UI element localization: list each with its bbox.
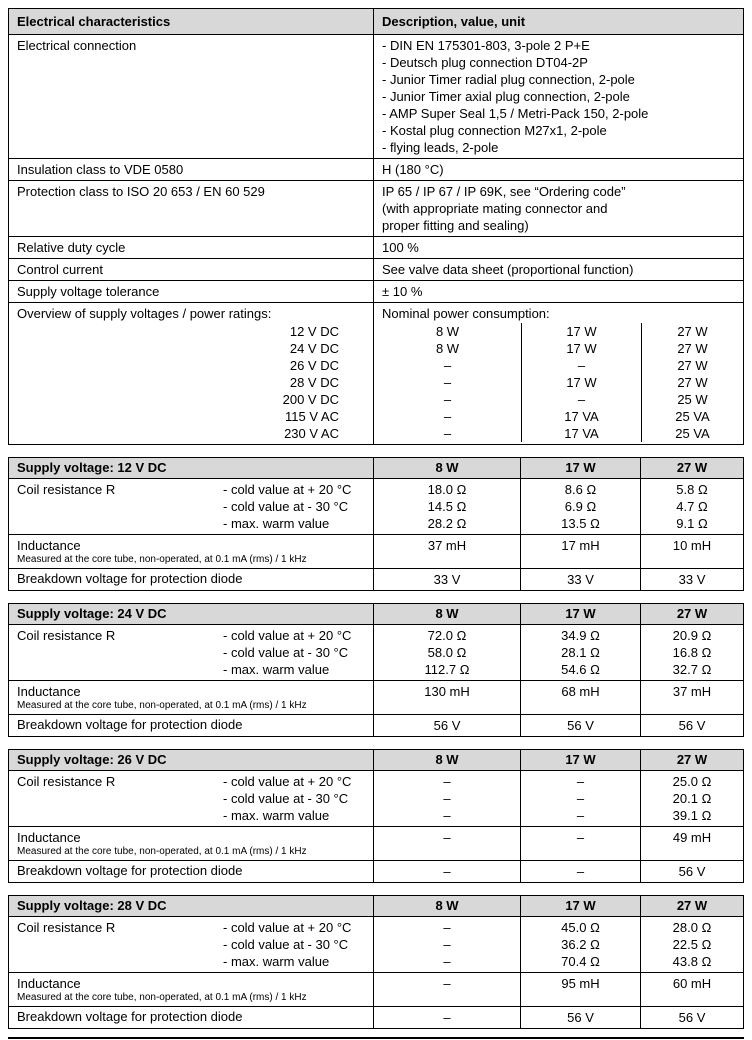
- breakdown-value: 56 V: [374, 715, 521, 736]
- supply-voltage-block: [8, 895, 744, 1029]
- coil-sublabel: - max. warm value: [223, 516, 330, 531]
- characteristic-value: [374, 181, 743, 236]
- overview-voltage: 12 V DC: [289, 324, 339, 339]
- inductance-row: [9, 681, 743, 715]
- coil-sublabel: - cold value at - 30 °C: [223, 499, 349, 514]
- connection-option: - DIN EN 175301-803, 3-pole 2 P+E: [382, 38, 590, 53]
- watt-header: 17 W: [521, 750, 641, 770]
- inductance-left-cell: [9, 827, 374, 860]
- characteristic-value: ± 10 %: [382, 284, 423, 299]
- breakdown-value: 56 V: [521, 1007, 641, 1028]
- characteristic-value: [374, 35, 743, 158]
- coil-value: 58.0 Ω: [427, 645, 467, 660]
- connection-option: - Deutsch plug connection DT04-2P: [382, 55, 588, 70]
- coil-value-column: [641, 917, 743, 972]
- watt-header: 27 W: [676, 752, 708, 767]
- characteristic-row: [9, 181, 743, 237]
- coil-value: 28.2 Ω: [427, 516, 467, 531]
- watt-header: 17 W: [521, 896, 641, 916]
- characteristic-value: H (180 °C): [382, 162, 444, 177]
- breakdown-row: [9, 861, 743, 882]
- inductance-note: Measured at the core tube, non-operated, at 0.1 mA (rms) / 1 kHz: [17, 846, 307, 857]
- coil-left-cell: [9, 917, 374, 972]
- inductance-note: Measured at the core tube, non-operated, at 0.1 mA (rms) / 1 kHz: [17, 554, 307, 565]
- coil-resistance-row: [9, 771, 743, 827]
- inductance-left-cell: [9, 973, 374, 1006]
- inductance-label: Inductance: [17, 684, 81, 699]
- coil-sublabel: - max. warm value: [223, 662, 330, 677]
- coil-value-column: [521, 771, 641, 826]
- coil-value: 34.9 Ω: [561, 628, 600, 643]
- coil-value: 39.1 Ω: [672, 808, 712, 823]
- breakdown-row: [9, 569, 743, 590]
- breakdown-label: Breakdown voltage for protection diode: [9, 861, 374, 882]
- overview-power-value: 25 VA: [641, 408, 743, 425]
- overview-power-value: 8 W: [435, 341, 460, 356]
- value-line: proper fitting and sealing): [382, 218, 529, 233]
- characteristic-row: [9, 281, 743, 303]
- characteristic-label: Electrical connection: [9, 35, 374, 158]
- watt-header: 8 W: [374, 750, 521, 770]
- overview-power-value: –: [521, 357, 641, 374]
- coil-value: 36.2 Ω: [561, 937, 600, 952]
- coil-value-column: [641, 771, 743, 826]
- breakdown-value: 33 V: [521, 569, 641, 590]
- overview-power-value: 17 W: [521, 374, 641, 391]
- characteristic-row: [9, 159, 743, 181]
- characteristic-label: Protection class to ISO 20 653 / EN 60 529: [9, 181, 374, 236]
- coil-value: 8.6 Ω: [564, 482, 597, 497]
- coil-value: –: [443, 954, 451, 969]
- overview-power-value: –: [443, 426, 452, 441]
- coil-value: 22.5 Ω: [672, 937, 712, 952]
- overview-section: [9, 303, 743, 444]
- coil-value: 6.9 Ω: [564, 499, 597, 514]
- coil-sublabel: - max. warm value: [223, 808, 330, 823]
- bottom-rule: [8, 1037, 744, 1039]
- overview-power-row: [374, 323, 743, 340]
- inductance-row: [9, 973, 743, 1007]
- overview-voltage: 26 V DC: [289, 358, 339, 373]
- overview-power-value: 17 W: [521, 340, 641, 357]
- connection-option: - AMP Super Seal 1,5 / Metri-Pack 150, 2-pole: [382, 106, 649, 121]
- overview-power-grid: [374, 323, 743, 442]
- inductance-value: 95 mH: [521, 973, 641, 1006]
- breakdown-row: [9, 1007, 743, 1028]
- watt-header: 8 W: [374, 458, 521, 478]
- coil-value: 43.8 Ω: [672, 954, 712, 969]
- overview-power-value: 17 W: [521, 323, 641, 340]
- coil-value: –: [443, 937, 451, 952]
- breakdown-value: 56 V: [678, 718, 706, 733]
- coil-value: –: [576, 774, 585, 789]
- overview-power-value: 27 W: [641, 340, 743, 357]
- coil-value: 4.7 Ω: [676, 499, 708, 514]
- overview-power-value: 27 W: [641, 323, 743, 340]
- characteristic-value: See valve data sheet (proportional function): [382, 262, 634, 277]
- overview-right-cell: [374, 303, 743, 444]
- breakdown-value: 33 V: [374, 569, 521, 590]
- coil-value: 32.7 Ω: [672, 662, 712, 677]
- coil-value: 70.4 Ω: [561, 954, 600, 969]
- characteristic-label: Relative duty cycle: [9, 237, 374, 258]
- inductance-left-cell: [9, 681, 374, 714]
- coil-sublabel: - cold value at + 20 °C: [223, 920, 352, 935]
- inductance-value: 10 mH: [672, 538, 712, 553]
- nominal-power-consumption-label: Nominal power consumption:: [382, 306, 550, 321]
- coil-value-column: [641, 479, 743, 534]
- overview-voltage: 24 V DC: [289, 341, 339, 356]
- characteristic-label: Control current: [9, 259, 374, 280]
- block-header-row: [9, 750, 743, 771]
- supply-voltage-block: [8, 603, 744, 737]
- overview-voltage: 200 V DC: [282, 392, 339, 407]
- coil-sublabel: - max. warm value: [223, 954, 330, 969]
- overview-voltage: 28 V DC: [289, 375, 339, 390]
- coil-value: 5.8 Ω: [676, 482, 708, 497]
- coil-resistance-label: Coil resistance R: [17, 774, 116, 789]
- coil-value: –: [443, 808, 451, 823]
- coil-value: 9.1 Ω: [676, 516, 708, 531]
- breakdown-value: –: [374, 861, 521, 882]
- breakdown-value: 56 V: [678, 864, 706, 879]
- coil-resistance-row: [9, 917, 743, 973]
- block-title: Supply voltage: 28 V DC: [9, 896, 374, 916]
- inductance-value: –: [374, 973, 521, 1006]
- breakdown-label: Breakdown voltage for protection diode: [9, 1007, 374, 1028]
- block-title: Supply voltage: 24 V DC: [9, 604, 374, 624]
- characteristic-row: [9, 237, 743, 259]
- overview-power-row: [374, 340, 743, 357]
- coil-value: –: [443, 920, 451, 935]
- coil-value-column: [521, 625, 641, 680]
- block-header-row: [9, 896, 743, 917]
- inductance-value: 17 mH: [521, 535, 641, 568]
- watt-header: 27 W: [676, 460, 708, 475]
- inductance-note: Measured at the core tube, non-operated, at 0.1 mA (rms) / 1 kHz: [17, 700, 307, 711]
- overview-voltage: 115 V AC: [285, 409, 339, 424]
- table-header-row: [9, 9, 743, 35]
- coil-sublabel: - cold value at + 20 °C: [223, 482, 352, 497]
- coil-resistance-label: Coil resistance R: [17, 482, 116, 497]
- inductance-value: 68 mH: [521, 681, 641, 714]
- characteristic-label: Supply voltage tolerance: [9, 281, 374, 302]
- coil-value-column: [521, 479, 641, 534]
- coil-resistance-row: [9, 625, 743, 681]
- coil-value: 112.7 Ω: [424, 662, 470, 677]
- breakdown-value: –: [374, 1007, 521, 1028]
- supply-voltage-block: [8, 457, 744, 591]
- coil-sublabels: [223, 481, 365, 532]
- overview-power-value: 25 VA: [641, 425, 743, 442]
- coil-left-cell: [9, 771, 374, 826]
- breakdown-label: Breakdown voltage for protection diode: [9, 569, 374, 590]
- characteristic-rows: [9, 35, 743, 303]
- coil-resistance-row: [9, 479, 743, 535]
- breakdown-value: 56 V: [678, 1010, 706, 1025]
- header-electrical-characteristics: Electrical characteristics: [9, 9, 374, 34]
- coil-resistance-label: Coil resistance R: [17, 628, 116, 643]
- characteristic-row: [9, 259, 743, 281]
- coil-sublabel: - cold value at - 30 °C: [223, 645, 349, 660]
- characteristic-value: 100 %: [382, 240, 419, 255]
- inductance-row: [9, 827, 743, 861]
- inductance-label: Inductance: [17, 976, 81, 991]
- inductance-value: 60 mH: [672, 976, 712, 991]
- coil-value: 13.5 Ω: [561, 516, 600, 531]
- inductance-label: Inductance: [17, 538, 81, 553]
- watt-header: 27 W: [676, 606, 708, 621]
- coil-sublabel: - cold value at + 20 °C: [223, 774, 352, 789]
- coil-value: 28.1 Ω: [561, 645, 600, 660]
- coil-value-column: [374, 917, 521, 972]
- coil-value-column: [374, 771, 521, 826]
- overview-power-row: [374, 357, 743, 374]
- inductance-value: 130 mH: [374, 681, 521, 714]
- overview-power-value: –: [521, 391, 641, 408]
- inductance-label: Inductance: [17, 830, 81, 845]
- watt-header: 8 W: [374, 896, 521, 916]
- electrical-characteristics-table: [8, 8, 744, 445]
- inductance-left-cell: [9, 535, 374, 568]
- coil-value-column: [521, 917, 641, 972]
- coil-value: –: [576, 808, 585, 823]
- inductance-note: Measured at the core tube, non-operated, at 0.1 mA (rms) / 1 kHz: [17, 992, 307, 1003]
- breakdown-row: [9, 715, 743, 736]
- block-header-row: [9, 604, 743, 625]
- characteristic-label: Insulation class to VDE 0580: [9, 159, 374, 180]
- coil-value-column: [374, 479, 521, 534]
- watt-header: 27 W: [676, 898, 708, 913]
- coil-resistance-label: Coil resistance R: [17, 920, 116, 935]
- overview-power-value: 8 W: [435, 324, 460, 339]
- coil-sublabels: [223, 919, 365, 970]
- breakdown-value: 56 V: [521, 715, 641, 736]
- overview-power-value: 27 W: [641, 374, 743, 391]
- overview-power-row: [374, 425, 743, 442]
- connection-option: - Junior Timer axial plug connection, 2-pole: [382, 89, 630, 104]
- coil-value-column: [374, 625, 521, 680]
- inductance-value: –: [521, 827, 641, 860]
- overview-power-row: [374, 391, 743, 408]
- watt-header: 17 W: [521, 604, 641, 624]
- coil-value-column: [641, 625, 743, 680]
- coil-value: 54.6 Ω: [561, 662, 600, 677]
- inductance-value: –: [374, 827, 521, 860]
- coil-value: –: [576, 791, 585, 806]
- coil-sublabel: - cold value at + 20 °C: [223, 628, 352, 643]
- coil-sublabels: [223, 773, 365, 824]
- overview-power-row: [374, 374, 743, 391]
- inductance-value: 37 mH: [374, 535, 521, 568]
- coil-value: 25.0 Ω: [672, 774, 712, 789]
- breakdown-label: Breakdown voltage for protection diode: [9, 715, 374, 736]
- coil-value: 14.5 Ω: [427, 499, 467, 514]
- coil-value: 16.8 Ω: [672, 645, 712, 660]
- overview-power-value: 27 W: [641, 357, 743, 374]
- inductance-value: 49 mH: [672, 830, 712, 845]
- coil-sublabel: - cold value at - 30 °C: [223, 937, 349, 952]
- inductance-row: [9, 535, 743, 569]
- overview-power-value: –: [443, 409, 452, 424]
- coil-left-cell: [9, 479, 374, 534]
- value-line: IP 65 / IP 67 / IP 69K, see “Ordering code”: [382, 184, 626, 199]
- coil-sublabel: - cold value at - 30 °C: [223, 791, 349, 806]
- coil-value: 18.0 Ω: [427, 482, 467, 497]
- overview-power-value: –: [443, 392, 452, 407]
- characteristic-row: [9, 35, 743, 159]
- overview-power-row: [374, 408, 743, 425]
- connection-option: - flying leads, 2-pole: [382, 140, 499, 155]
- watt-header: 17 W: [521, 458, 641, 478]
- overview-power-value: 17 VA: [521, 408, 641, 425]
- block-header-row: [9, 458, 743, 479]
- breakdown-value: –: [521, 861, 641, 882]
- supply-voltage-block: [8, 749, 744, 883]
- block-title: Supply voltage: 12 V DC: [9, 458, 374, 478]
- coil-value: 20.1 Ω: [672, 791, 712, 806]
- overview-voltage-list: [17, 323, 365, 442]
- coil-sublabels: [223, 627, 365, 678]
- watt-header: 8 W: [374, 604, 521, 624]
- overview-power-value: 25 W: [641, 391, 743, 408]
- coil-value: 28.0 Ω: [672, 920, 712, 935]
- overview-label: Overview of supply voltages / power ratings:: [17, 306, 272, 321]
- value-line: (with appropriate mating connector and: [382, 201, 608, 216]
- coil-value: 45.0 Ω: [561, 920, 600, 935]
- overview-power-value: 17 VA: [521, 425, 641, 442]
- coil-left-cell: [9, 625, 374, 680]
- inductance-value: 37 mH: [672, 684, 712, 699]
- overview-power-value: –: [443, 375, 452, 390]
- block-title: Supply voltage: 26 V DC: [9, 750, 374, 770]
- coil-value: 20.9 Ω: [672, 628, 712, 643]
- header-description-value-unit: Description, value, unit: [382, 14, 526, 29]
- overview-power-value: –: [443, 358, 452, 373]
- breakdown-value: 33 V: [678, 572, 706, 587]
- connection-option: - Junior Timer radial plug connection, 2-pole: [382, 72, 635, 87]
- coil-value: –: [443, 791, 451, 806]
- coil-value: 72.0 Ω: [427, 628, 467, 643]
- coil-value: –: [443, 774, 451, 789]
- overview-voltage: 230 V AC: [284, 426, 339, 441]
- connection-option: - Kostal plug connection M27x1, 2-pole: [382, 123, 607, 138]
- overview-left-cell: [9, 303, 374, 444]
- supply-voltage-blocks: [8, 457, 744, 1029]
